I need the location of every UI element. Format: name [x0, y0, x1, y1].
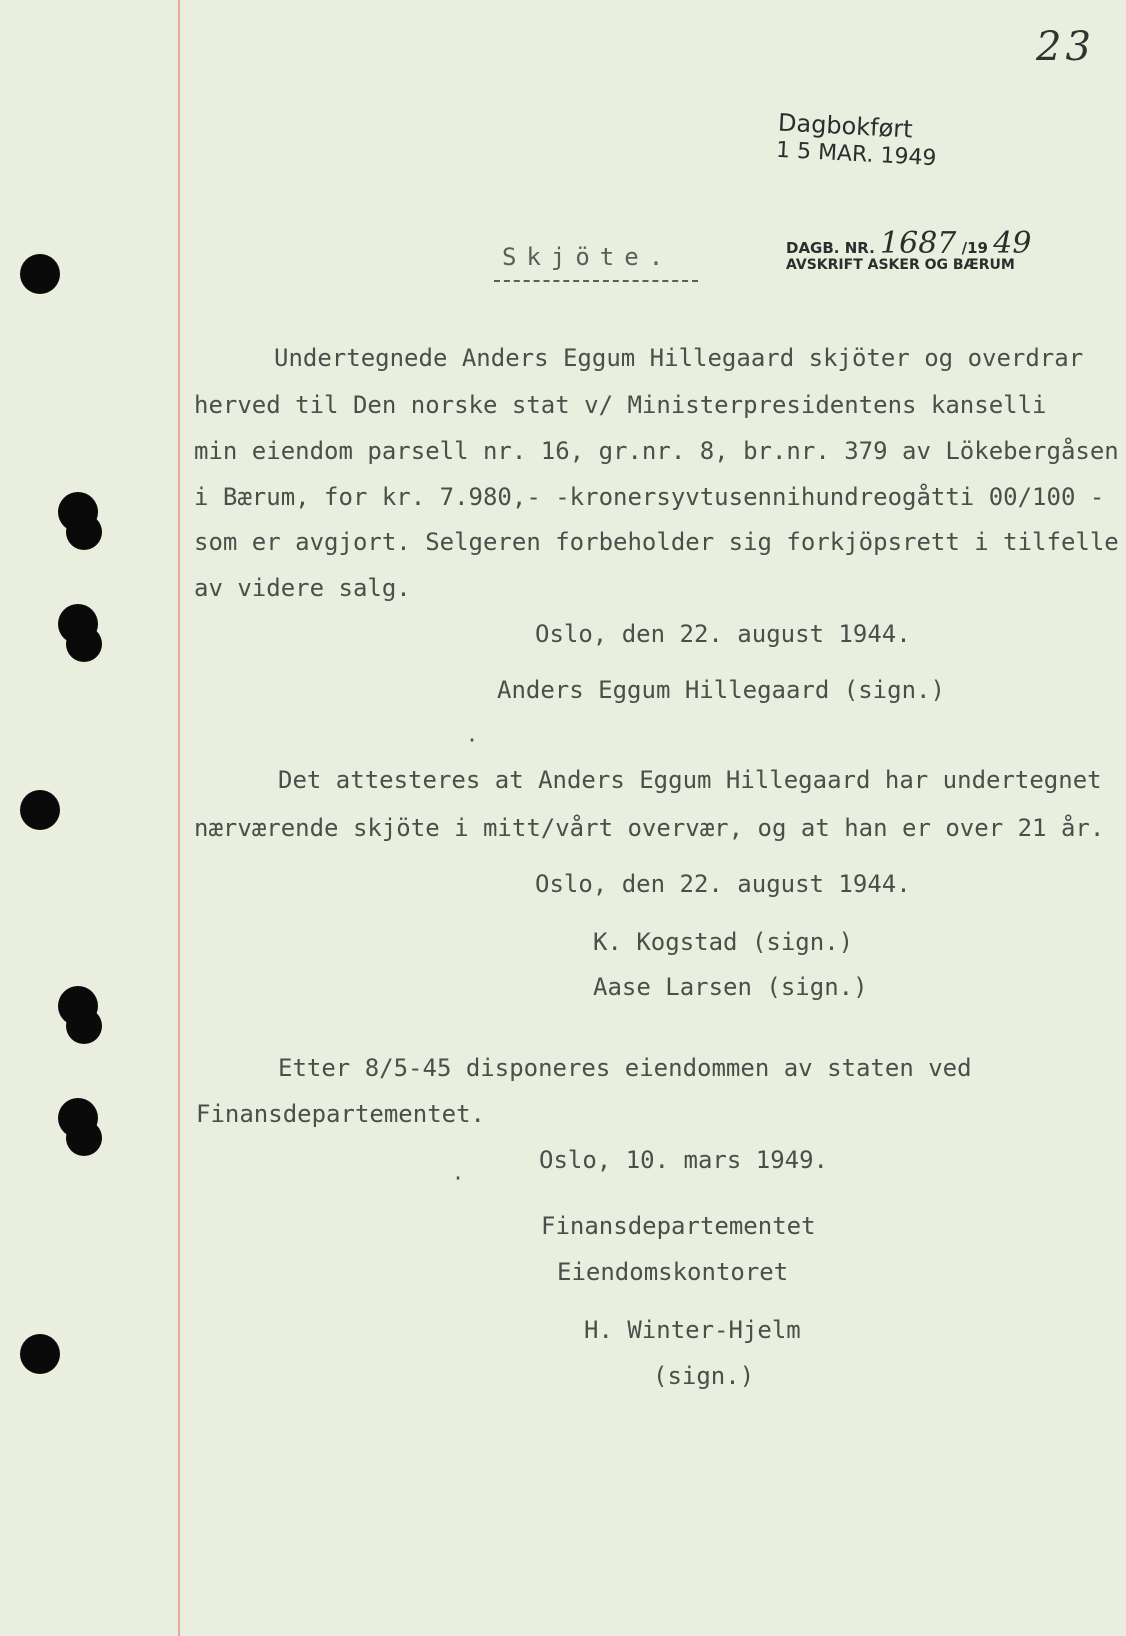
- stray-mark: ·: [452, 1166, 465, 1190]
- deed-line: Undertegnede Anders Eggum Hillegaard skjöter og overdrar: [274, 344, 1084, 372]
- attestation-place-date: Oslo, den 22. august 1944.: [535, 870, 911, 898]
- title-underline: [494, 280, 698, 282]
- witness-signature: Aase Larsen (sign.): [593, 973, 868, 1001]
- dagbok-stamp-label: Dagbokført: [777, 108, 914, 144]
- attestation-line: nærværende skjöte i mitt/vårt overvær, og at han er over 21 år.: [194, 814, 1105, 842]
- deed-line: min eiendom parsell nr. 16, gr.nr. 8, br.nr. 379 av Lökebergåsen: [194, 437, 1119, 465]
- registration-year: 49: [993, 226, 1032, 261]
- registration-year-prefix: /19: [961, 239, 988, 257]
- endorsement-line: Etter 8/5-45 disponeres eiendommen av staten ved: [278, 1054, 972, 1082]
- endorsement-place-date: Oslo, 10. mars 1949.: [539, 1146, 828, 1174]
- stray-mark: ·: [466, 728, 479, 752]
- dagbok-stamp-date: 1 5 MAR. 1949: [775, 137, 938, 172]
- deed-line: av videre salg.: [194, 574, 411, 602]
- signatory-line: Eiendomskontoret: [557, 1258, 789, 1286]
- signatory-line: (sign.): [653, 1362, 755, 1390]
- attestation-line: Det attesteres at Anders Eggum Hillegaard har undertegnet: [278, 766, 1102, 794]
- deed-line: herved til Den norske stat v/ Ministerpresidentens kanselli: [194, 391, 1047, 419]
- endorsement-line: Finansdepartementet.: [196, 1100, 485, 1128]
- deed-place-date: Oslo, den 22. august 1944.: [535, 620, 911, 648]
- margin-rule: [178, 0, 180, 1636]
- registration-prefix: DAGB. NR.: [786, 239, 875, 257]
- punch-hole: [58, 604, 98, 644]
- registration-number: 1687: [880, 226, 957, 261]
- deed-line: som er avgjort. Selgeren forbeholder sig forkjöpsrett i tilfelle: [194, 528, 1119, 556]
- punch-hole: [58, 1098, 98, 1138]
- deed-line: i Bærum, for kr. 7.980,- -kronersyvtusennihundreogåtti 00/100 -: [194, 483, 1105, 511]
- punch-hole: [20, 1334, 60, 1374]
- folio-number: 23: [1036, 24, 1095, 70]
- registry-office: AVSKRIFT ASKER OG BÆRUM: [786, 257, 1015, 273]
- signatory-line: H. Winter-Hjelm: [584, 1316, 801, 1344]
- registration-stamp: [786, 226, 1031, 261]
- punch-hole: [58, 986, 98, 1026]
- punch-hole: [20, 790, 60, 830]
- document-title: Skjöte.: [502, 243, 674, 271]
- punch-hole: [20, 254, 60, 294]
- signatory-line: Finansdepartementet: [541, 1212, 816, 1240]
- punch-hole: [58, 492, 98, 532]
- deed-signature: Anders Eggum Hillegaard (sign.): [497, 676, 945, 704]
- witness-signature: K. Kogstad (sign.): [593, 928, 854, 956]
